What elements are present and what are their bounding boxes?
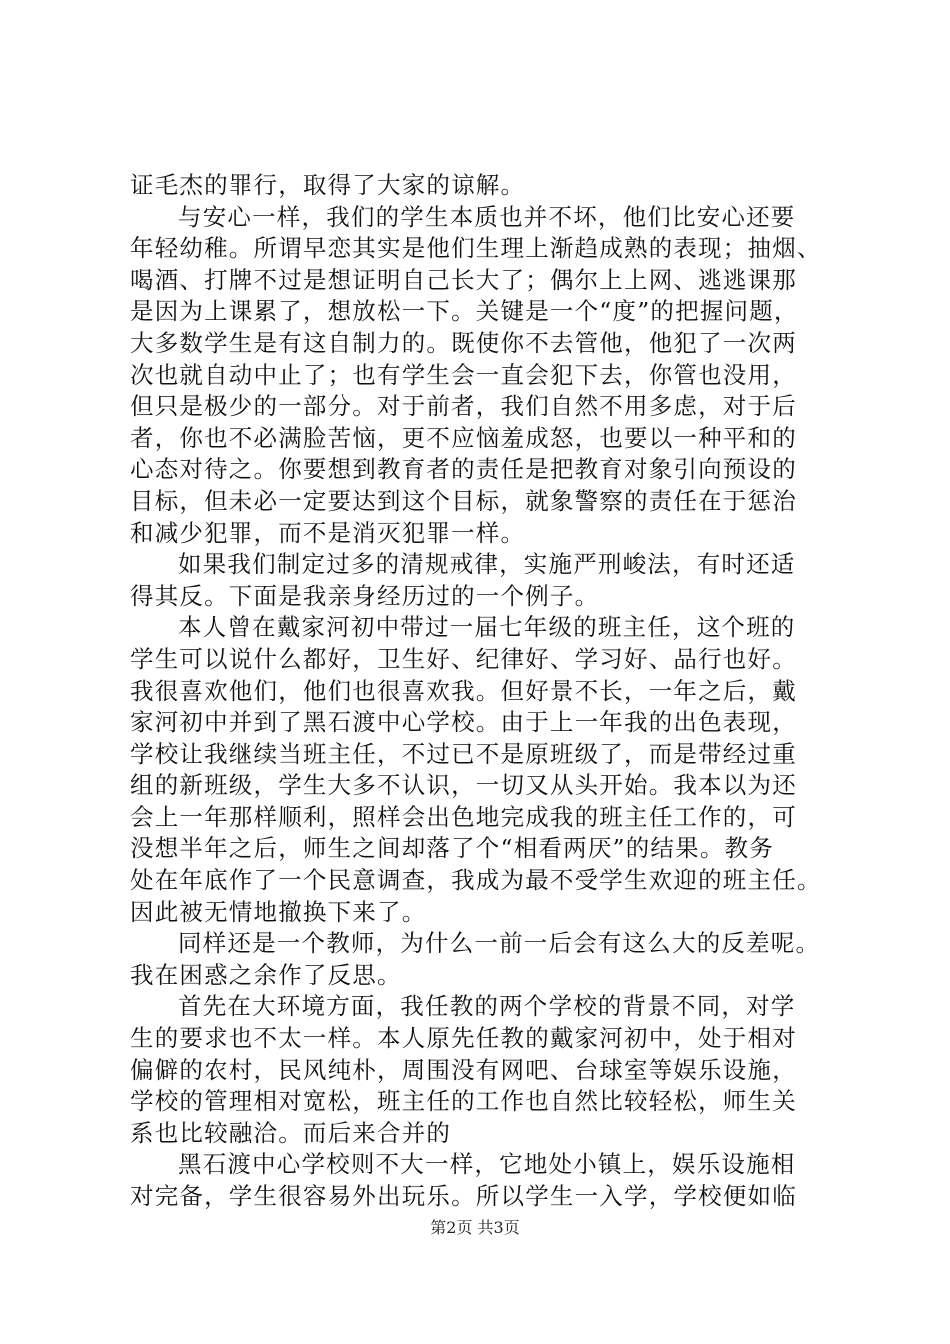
- paragraph-first-line: 同样还是一个教师，为什么一前一后会有这么大的反差呢。: [178, 929, 821, 958]
- text-line: 偏僻的农村，民风纯朴，周围没有网吧、台球室等娱乐设施，: [130, 1055, 797, 1084]
- text-line: 年轻幼稚。所谓早恋其实是他们生理上渐趋成熟的表现；抽烟、: [130, 234, 822, 263]
- text-line: 处在年底作了一个民意调查，我成为最不受学生欢迎的班主任。: [130, 866, 822, 895]
- text-line: 家河初中并到了黑石渡中心学校。由于上一年我的出色表现，: [130, 708, 797, 737]
- text-line: 喝酒、打牌不过是想证明自己长大了；偶尔上上网、逃逃课那: [130, 265, 797, 294]
- text-line: 学校让我继续当班主任，不过已不是原班级了，而是带经过重: [130, 739, 797, 768]
- text-line: 学生可以说什么都好，卫生好、纪律好、学习好、品行也好。: [130, 644, 797, 673]
- text-line: 和减少犯罪，而不是消灭犯罪一样。: [130, 518, 526, 547]
- document-body: [130, 170, 830, 1213]
- text-line: 者，你也不必满脸苦恼，更不应恼羞成怒，也要以一种平和的: [130, 423, 797, 452]
- text-line: 生的要求也不太一样。本人原先任教的戴家河初中，处于相对: [130, 1024, 797, 1053]
- paragraph-first-line: 本人曾在戴家河初中带过一届七年级的班主任，这个班的: [178, 613, 796, 642]
- text-line: 组的新班级，学生大多不认识，一切又从头开始。我本以为还: [130, 771, 797, 800]
- text-line: 会上一年那样顺利，照样会出色地完成我的班主任工作的，可: [130, 802, 797, 831]
- page-footer: 第2页 共3页: [430, 1218, 520, 1237]
- text-line: 对完备，学生很容易外出玩乐。所以学生一入学，学校便如临: [130, 1182, 797, 1210]
- text-line: 得其反。下面是我亲身经历过的一个例子。: [130, 581, 600, 610]
- text-line: 是因为上课累了，想放松一下。关键是一个“度”的把握问题，: [130, 297, 799, 326]
- text-line: 目标，但未必一定要达到这个目标，就象警察的责任在于惩治: [130, 486, 797, 515]
- text-line: 学校的管理相对宽松，班主任的工作也自然比较轻松，师生关: [130, 1087, 797, 1116]
- paragraph-first-line: 如果我们制定过多的清规戒律，实施严刑峻法，有时还适: [178, 550, 796, 579]
- text-line: 我很喜欢他们，他们也很喜欢我。但好景不长，一年之后，戴: [130, 676, 797, 705]
- text-line: 没想半年之后，师生之间却落了个“相看两厌”的结果。教务: [130, 834, 774, 863]
- paragraph-first-line: 黑石渡中心学校则不大一样，它地处小镇上，娱乐设施相: [178, 1150, 796, 1179]
- text-line: 大多数学生是有这自制力的。既使你不去管他，他犯了一次两: [130, 328, 797, 357]
- text-line: 我在困惑之余作了反思。: [130, 960, 402, 989]
- paragraph-first-line: 首先在大环境方面，我任教的两个学校的背景不同，对学: [178, 992, 796, 1021]
- text-line: 心态对待之。你要想到教育者的责任是把教育对象引向预设的: [130, 455, 797, 484]
- text-line: 系也比较融洽。而后来合并的: [130, 1118, 452, 1147]
- text-line: 证毛杰的罪行，取得了大家的谅解。: [130, 171, 526, 199]
- text-line: 因此被无情地撤换下来了。: [130, 897, 427, 926]
- text-line: 次也就自动中止了；也有学生会一直会犯下去，你管也没用，: [130, 360, 797, 389]
- paragraph-first-line: 与安心一样，我们的学生本质也并不坏，他们比安心还要: [178, 202, 796, 231]
- text-line: 但只是极少的一部分。对于前者，我们自然不用多虑，对于后: [130, 392, 797, 421]
